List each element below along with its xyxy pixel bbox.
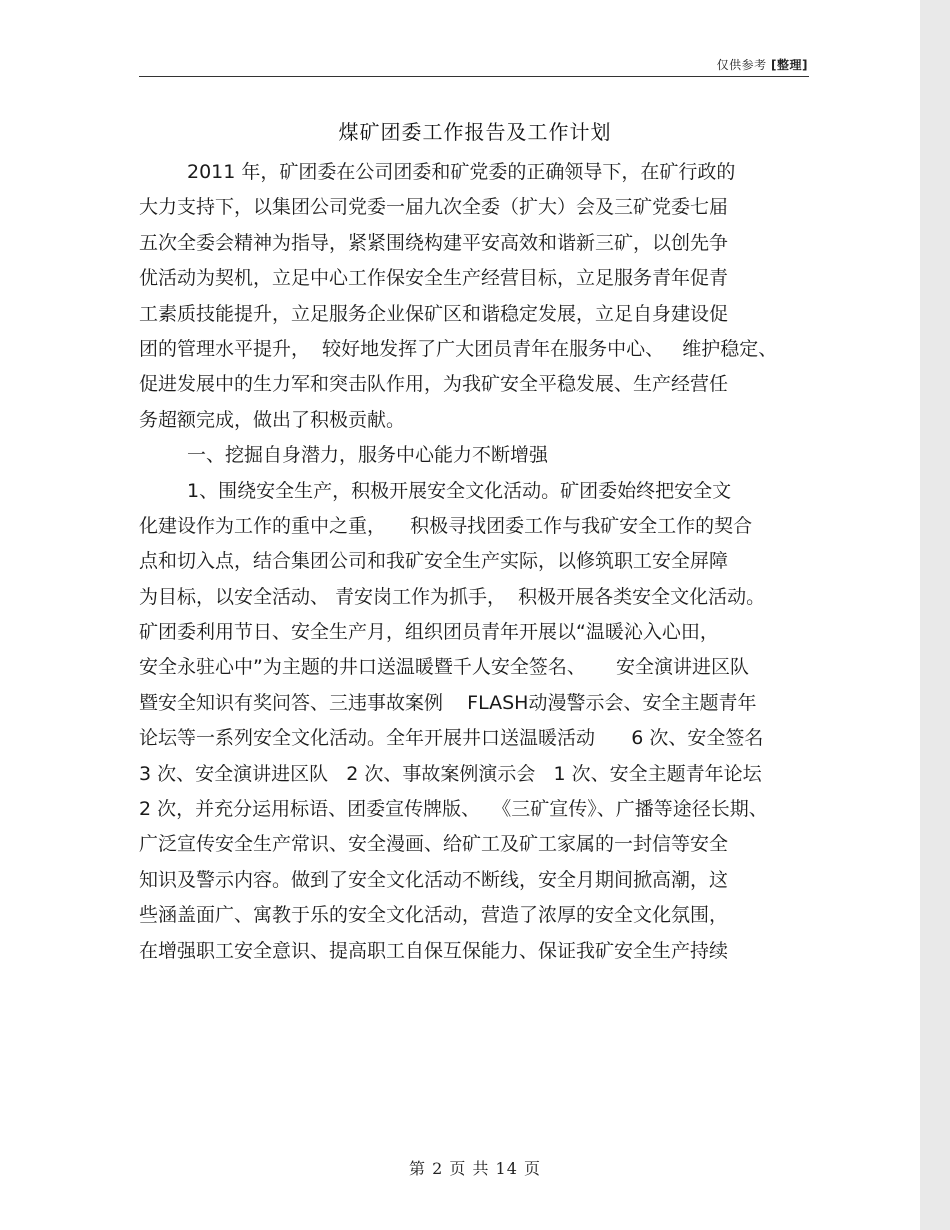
header-note [717,56,808,73]
body-line: 促进发展中的生力军和突击队作用，为我矿安全平稳发展、生产经营任 [139,373,729,396]
body-line: 一、挖掘自身潜力，服务中心能力不断增强 [187,444,549,467]
body-line: 些涵盖面广、寓教于乐的安全文化活动，营造了浓厚的安全文化氛围， [139,904,729,927]
page-title: 煤矿团委工作报告及工作计划 [338,120,612,144]
body-line: 工素质技能提升，立足服务企业保矿区和谐稳定发展，立足自身建设促 [139,302,729,325]
body-line: 点和切入点，结合集团公司和我矿安全生产实际，以修筑职工安全屏障 [139,550,729,573]
document-body [139,155,819,969]
body-line: 在增强职工安全意识、提高职工自保互保能力、保证我矿安全生产持续 [139,939,729,962]
body-line: 1、围绕安全生产，积极开展安全文化活动。矿团委始终把安全文 [187,479,732,502]
body-line: 3 次、安全演讲进区队 2 次、事故案例演示会 1 次、安全主题青年论坛 [139,762,762,785]
header-reference-note: 仅供参考 [716,58,767,72]
body-line: 大力支持下，以集团公司党委一届九次全委（扩大）会及三矿党委七届 [139,196,729,219]
body-line: 化建设作为工作的重中之重， 积极寻找团委工作与我矿安全工作的契合 [139,514,753,537]
header-divider [139,76,809,77]
body-line: 知识及警示内容。做到了安全文化活动不断线，安全月期间掀高潮，这 [139,868,729,891]
body-line: 矿团委利用节日、安全生产月，组织团员青年开展以“温暖沁入心田， [139,621,719,644]
body-line: 安全永驻心中”为主题的井口送温暖暨千人安全签名、 安全演讲进区队 [139,656,750,679]
body-line: 为目标，以安全活动、 青安岗工作为抓手， 积极开展各类安全文化活动。 [139,585,766,608]
body-line: 2 次，并充分运用标语、团委宣传牌版、 《三矿宣传》、广播等途径长期、 [139,798,768,821]
page-number-footer: 第 2 页 共 14 页 [409,1159,541,1178]
header-tag: [整理] [771,58,808,72]
body-line: 优活动为契机，立足中心工作保安全生产经营目标，立足服务青年促青 [139,267,729,290]
body-line: 论坛等一系列安全文化活动。全年开展井口送温暖活动 6 次、安全签名 [139,727,764,750]
body-line: 2011 年，矿团委在公司团委和矿党委的正确领导下，在矿行政的 [187,161,736,183]
body-line: 团的管理水平提升， 较好地发挥了广大团员青年在服务中心、 维护稳定、 [139,337,778,360]
body-line: 务超额完成，做出了积极贡献。 [139,408,406,431]
body-line: 广泛宣传安全生产常识、安全漫画、给矿工及矿工家属的一封信等安全 [139,833,729,856]
body-line: 暨安全知识有奖问答、三违事故案例 FLASH动漫警示会、安全主题青年 [139,691,757,714]
body-line: 五次全委会精神为指导，紧紧围绕构建平安高效和谐新三矿，以创先争 [139,231,729,254]
viewer-background [920,0,950,1230]
